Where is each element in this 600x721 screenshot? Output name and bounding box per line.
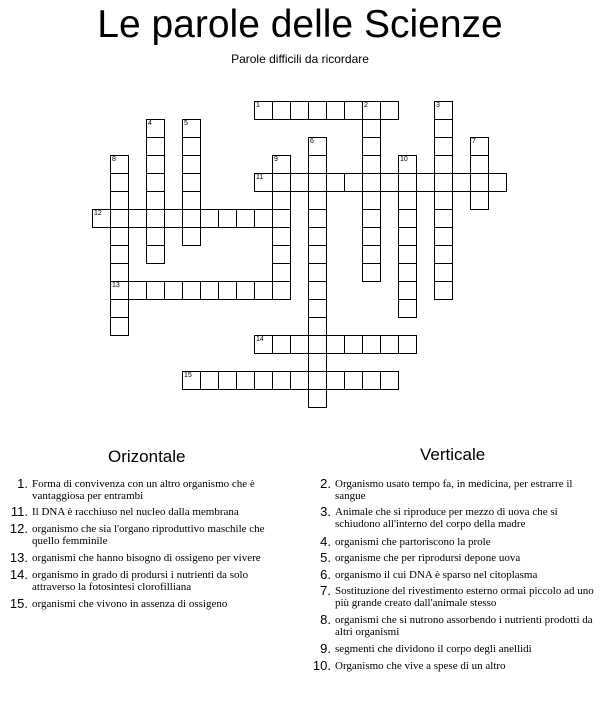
clue-number: 5. bbox=[320, 550, 331, 565]
grid-cell[interactable] bbox=[236, 209, 255, 228]
clue-item bbox=[0, 477, 290, 502]
grid-cell[interactable] bbox=[236, 371, 255, 390]
clue-text: organismo in grado di prodursi i nutrienti da solo attraverso la fotosintesi clorofilliana bbox=[32, 569, 249, 593]
clue-text: segmenti che dividono il corpo degli anellidi bbox=[335, 643, 532, 655]
grid-cell[interactable] bbox=[470, 191, 489, 210]
grid-cell[interactable] bbox=[362, 335, 381, 354]
grid-cell[interactable] bbox=[272, 173, 291, 192]
grid-cell[interactable] bbox=[146, 173, 165, 192]
grid-cell-number: 7 bbox=[472, 138, 476, 145]
clue-item bbox=[303, 659, 598, 673]
clue-item bbox=[0, 551, 290, 565]
clue-item bbox=[303, 551, 598, 565]
grid-cell[interactable] bbox=[326, 335, 345, 354]
grid-cell[interactable] bbox=[182, 119, 201, 138]
grid-cell[interactable] bbox=[146, 227, 165, 246]
grid-cell[interactable] bbox=[398, 299, 417, 318]
grid-cell-number: 13 bbox=[112, 282, 120, 289]
grid-cell-number: 1 bbox=[256, 102, 260, 109]
clue-number: 3. bbox=[320, 504, 331, 519]
grid-cell[interactable] bbox=[128, 209, 147, 228]
grid-cell[interactable] bbox=[308, 137, 327, 156]
clue-item bbox=[0, 522, 290, 547]
grid-cell[interactable] bbox=[308, 389, 327, 408]
grid-cell[interactable] bbox=[326, 173, 345, 192]
clue-number: 9. bbox=[320, 641, 331, 656]
grid-cell[interactable] bbox=[110, 245, 129, 264]
clue-text: organismo il cui DNA è sparso nel citoplasma bbox=[335, 569, 538, 581]
grid-cell[interactable] bbox=[308, 245, 327, 264]
clue-number: 1. bbox=[17, 476, 28, 491]
grid-cell[interactable] bbox=[308, 263, 327, 282]
grid-cell-number: 3 bbox=[436, 102, 440, 109]
grid-cell[interactable] bbox=[200, 209, 219, 228]
clue-text: Animale che si riproduce per mezzo di uova che si schiudono all'interno del corpo della madre bbox=[335, 506, 558, 530]
grid-cell[interactable] bbox=[272, 155, 291, 174]
grid-cell[interactable] bbox=[434, 137, 453, 156]
grid-cell[interactable] bbox=[362, 173, 381, 192]
clue-number: 6. bbox=[320, 567, 331, 582]
grid-cell[interactable] bbox=[272, 209, 291, 228]
clue-item bbox=[303, 477, 598, 502]
grid-cell[interactable] bbox=[146, 137, 165, 156]
clue-text: organismi che partoriscono la prole bbox=[335, 536, 491, 548]
grid-cell[interactable] bbox=[308, 371, 327, 390]
grid-cell[interactable] bbox=[290, 173, 309, 192]
grid-cell[interactable] bbox=[362, 371, 381, 390]
grid-cell[interactable] bbox=[398, 263, 417, 282]
grid-cell[interactable] bbox=[398, 191, 417, 210]
grid-cell[interactable] bbox=[110, 155, 129, 174]
grid-cell[interactable] bbox=[434, 263, 453, 282]
grid-cell[interactable] bbox=[272, 263, 291, 282]
grid-cell[interactable] bbox=[272, 335, 291, 354]
grid-cell[interactable] bbox=[272, 281, 291, 300]
puzzle-subtitle: Parole difficili da ricordare bbox=[231, 52, 369, 66]
grid-cell[interactable] bbox=[110, 173, 129, 192]
grid-cell[interactable] bbox=[398, 155, 417, 174]
grid-cell[interactable] bbox=[110, 281, 129, 300]
grid-cell[interactable] bbox=[398, 245, 417, 264]
grid-cell[interactable] bbox=[182, 281, 201, 300]
grid-cell[interactable] bbox=[146, 119, 165, 138]
grid-cell[interactable] bbox=[272, 227, 291, 246]
clue-text: Il DNA è racchiuso nel nucleo dalla membrana bbox=[32, 506, 239, 518]
grid-cell[interactable] bbox=[380, 101, 399, 120]
grid-cell-number: 14 bbox=[256, 336, 264, 343]
clue-text: Organismo che vive a spese di un altro bbox=[335, 660, 506, 672]
grid-cell[interactable] bbox=[434, 155, 453, 174]
grid-cell[interactable] bbox=[218, 209, 237, 228]
clue-item bbox=[303, 642, 598, 656]
grid-cell[interactable] bbox=[362, 119, 381, 138]
grid-cell[interactable] bbox=[254, 173, 273, 192]
clue-text: Forma di convivenza con un altro organismo che è vantaggiosa per entrambi bbox=[32, 478, 255, 502]
clue-text: Sostituzione del rivestimento esterno ormai piccolo ad uno più grande creato dall'animale stesso bbox=[335, 585, 594, 609]
clue-number: 15. bbox=[9, 596, 28, 611]
grid-cell[interactable] bbox=[398, 209, 417, 228]
grid-cell[interactable] bbox=[182, 173, 201, 192]
grid-cell-number: 2 bbox=[364, 102, 368, 109]
grid-cell[interactable] bbox=[434, 101, 453, 120]
clue-item bbox=[0, 505, 290, 519]
grid-cell[interactable] bbox=[434, 119, 453, 138]
grid-cell-number: 12 bbox=[94, 210, 102, 217]
grid-cell-number: 9 bbox=[274, 156, 278, 163]
grid-cell-number: 4 bbox=[148, 120, 152, 127]
grid-cell[interactable] bbox=[434, 227, 453, 246]
clue-text: organismo che sia l'organo riproduttivo maschile che quello femminile bbox=[32, 523, 265, 547]
grid-cell[interactable] bbox=[434, 191, 453, 210]
grid-cell[interactable] bbox=[128, 281, 147, 300]
grid-cell[interactable] bbox=[182, 227, 201, 246]
grid-cell[interactable] bbox=[326, 101, 345, 120]
grid-cell[interactable] bbox=[272, 371, 291, 390]
grid-cell-number: 15 bbox=[184, 372, 192, 379]
clue-item bbox=[303, 505, 598, 530]
clue-text: organismi che vivono in assenza di ossigeno bbox=[32, 598, 228, 610]
grid-cell[interactable] bbox=[326, 371, 345, 390]
grid-cell[interactable] bbox=[182, 155, 201, 174]
grid-cell-number: 11 bbox=[256, 174, 264, 181]
grid-cell[interactable] bbox=[182, 209, 201, 228]
grid-cell[interactable] bbox=[146, 245, 165, 264]
grid-cell[interactable] bbox=[380, 371, 399, 390]
grid-cell[interactable] bbox=[290, 101, 309, 120]
grid-cell[interactable] bbox=[398, 281, 417, 300]
grid-cell[interactable] bbox=[308, 281, 327, 300]
grid-cell[interactable] bbox=[272, 191, 291, 210]
clue-number: 11. bbox=[10, 504, 28, 519]
grid-cell[interactable] bbox=[200, 371, 219, 390]
grid-cell[interactable] bbox=[398, 173, 417, 192]
grid-cell[interactable] bbox=[254, 371, 273, 390]
grid-cell[interactable] bbox=[470, 137, 489, 156]
grid-cell[interactable] bbox=[434, 281, 453, 300]
grid-cell[interactable] bbox=[254, 101, 273, 120]
grid-cell[interactable] bbox=[92, 209, 111, 228]
grid-cell-number: 5 bbox=[184, 120, 188, 127]
grid-cell[interactable] bbox=[470, 173, 489, 192]
grid-cell[interactable] bbox=[308, 191, 327, 210]
clue-item bbox=[303, 568, 598, 582]
grid-cell[interactable] bbox=[362, 101, 381, 120]
grid-cell[interactable] bbox=[308, 317, 327, 336]
clue-item bbox=[303, 535, 598, 549]
grid-cell[interactable] bbox=[434, 173, 453, 192]
grid-cell-number: 6 bbox=[310, 138, 314, 145]
grid-cell[interactable] bbox=[182, 191, 201, 210]
clue-text: Organismo usato tempo fa, in medicina, per estrarre il sangue bbox=[335, 478, 573, 502]
grid-cell[interactable] bbox=[344, 371, 363, 390]
grid-cell[interactable] bbox=[110, 209, 129, 228]
grid-cell[interactable] bbox=[308, 353, 327, 372]
grid-cell[interactable] bbox=[380, 335, 399, 354]
clue-text: organisme che per riprodursi depone uova bbox=[335, 552, 521, 564]
grid-cell[interactable] bbox=[110, 299, 129, 318]
grid-cell[interactable] bbox=[362, 191, 381, 210]
clue-number: 14. bbox=[9, 567, 28, 582]
grid-cell[interactable] bbox=[362, 245, 381, 264]
grid-cell[interactable] bbox=[344, 335, 363, 354]
grid-cell[interactable] bbox=[254, 335, 273, 354]
grid-cell[interactable] bbox=[362, 263, 381, 282]
grid-cell[interactable] bbox=[146, 281, 165, 300]
grid-cell[interactable] bbox=[110, 191, 129, 210]
grid-cell[interactable] bbox=[164, 281, 183, 300]
grid-cell[interactable] bbox=[182, 137, 201, 156]
clue-number: 8. bbox=[320, 612, 331, 627]
grid-cell[interactable] bbox=[308, 227, 327, 246]
grid-cell[interactable] bbox=[308, 173, 327, 192]
grid-cell[interactable] bbox=[110, 263, 129, 282]
grid-cell[interactable] bbox=[218, 281, 237, 300]
grid-cell[interactable] bbox=[344, 173, 363, 192]
clue-text: organismi che hanno bisogno di ossigeno per vivere bbox=[32, 552, 261, 564]
clue-number: 2. bbox=[320, 476, 331, 491]
grid-cell[interactable] bbox=[272, 101, 291, 120]
grid-cell[interactable] bbox=[470, 155, 489, 174]
grid-cell[interactable] bbox=[200, 281, 219, 300]
grid-cell[interactable] bbox=[146, 191, 165, 210]
clue-number: 13. bbox=[9, 550, 28, 565]
clue-number: 4. bbox=[320, 534, 331, 549]
grid-cell[interactable] bbox=[398, 335, 417, 354]
grid-cell[interactable] bbox=[308, 155, 327, 174]
grid-cell[interactable] bbox=[362, 227, 381, 246]
down-heading: Verticale bbox=[420, 445, 486, 464]
clue-number: 10. bbox=[312, 658, 331, 673]
grid-cell[interactable] bbox=[290, 371, 309, 390]
grid-cell[interactable] bbox=[362, 137, 381, 156]
clue-text: organismi che si nutrono assorbendo i nutrienti prodotti da altri organismi bbox=[335, 614, 593, 638]
grid-cell[interactable] bbox=[218, 371, 237, 390]
grid-cell[interactable] bbox=[164, 209, 183, 228]
clue-number: 7. bbox=[320, 583, 331, 598]
grid-cell[interactable] bbox=[236, 281, 255, 300]
grid-cell[interactable] bbox=[380, 173, 399, 192]
grid-cell[interactable] bbox=[452, 173, 471, 192]
grid-cell[interactable] bbox=[272, 245, 291, 264]
grid-cell[interactable] bbox=[308, 209, 327, 228]
grid-cell[interactable] bbox=[182, 371, 201, 390]
grid-cell[interactable] bbox=[308, 335, 327, 354]
grid-cell[interactable] bbox=[434, 245, 453, 264]
grid-cell[interactable] bbox=[110, 317, 129, 336]
clue-number: 12. bbox=[9, 521, 28, 536]
grid-cell[interactable] bbox=[110, 227, 129, 246]
grid-cell-number: 10 bbox=[400, 156, 408, 163]
clue-item bbox=[303, 613, 598, 638]
grid-cell[interactable] bbox=[290, 335, 309, 354]
grid-cell-number: 8 bbox=[112, 156, 116, 163]
grid-cell[interactable] bbox=[434, 209, 453, 228]
clue-item bbox=[303, 584, 598, 609]
grid-cell[interactable] bbox=[416, 173, 435, 192]
grid-cell[interactable] bbox=[254, 281, 273, 300]
grid-cell[interactable] bbox=[488, 173, 507, 192]
grid-cell[interactable] bbox=[308, 299, 327, 318]
puzzle-title: Le parole delle Scienze bbox=[97, 3, 503, 46]
grid-cell[interactable] bbox=[254, 209, 273, 228]
clue-item bbox=[0, 568, 290, 593]
grid-cell[interactable] bbox=[398, 227, 417, 246]
grid-cell[interactable] bbox=[146, 209, 165, 228]
grid-cell[interactable] bbox=[308, 101, 327, 120]
grid-cell[interactable] bbox=[362, 155, 381, 174]
grid-cell[interactable] bbox=[146, 155, 165, 174]
grid-cell[interactable] bbox=[362, 209, 381, 228]
clue-item bbox=[0, 597, 290, 611]
across-heading: Orizontale bbox=[108, 447, 186, 466]
grid-cell[interactable] bbox=[344, 101, 363, 120]
